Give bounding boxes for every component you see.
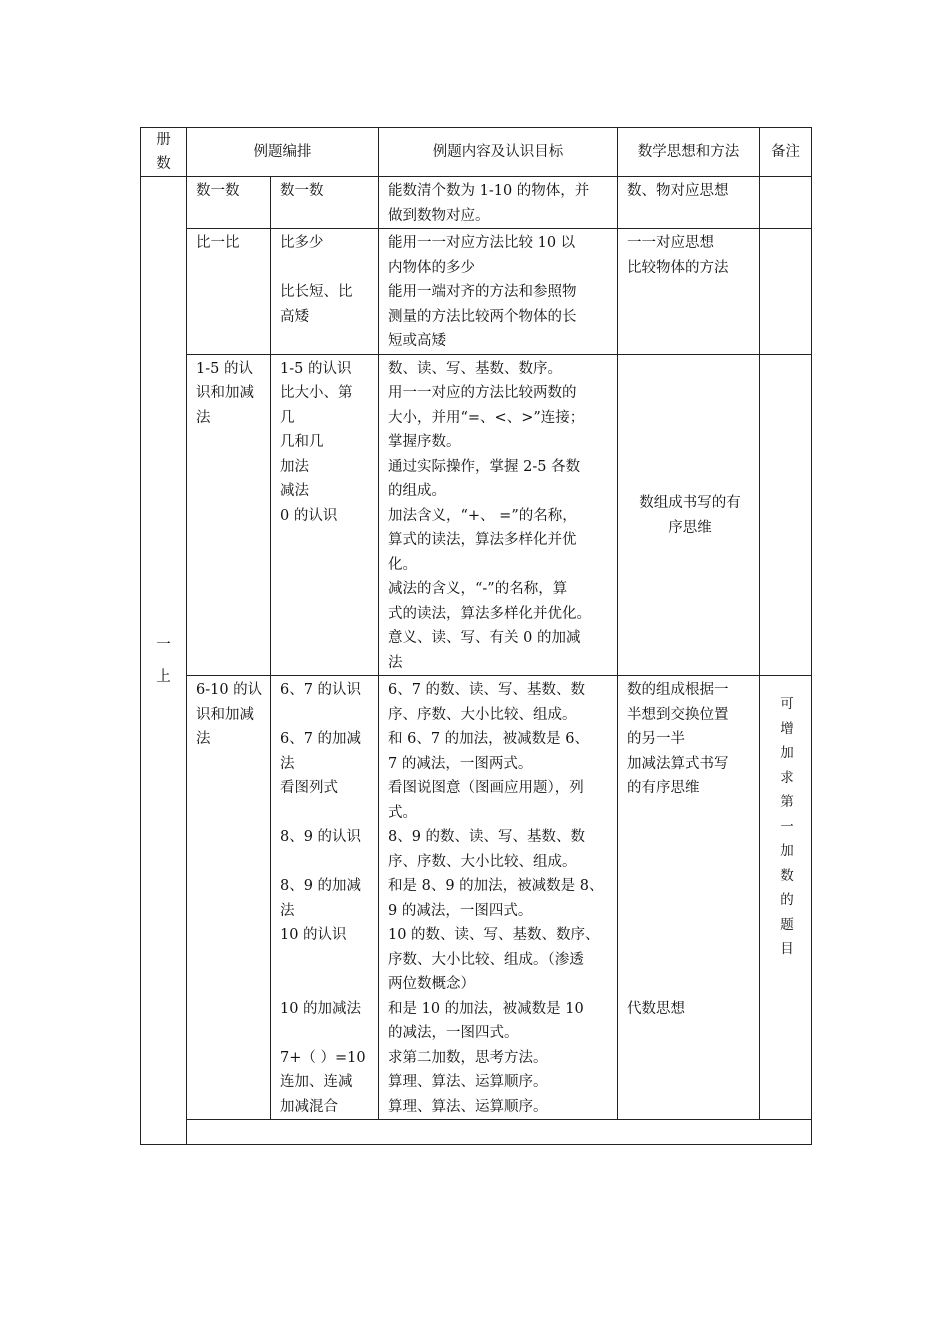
header-remarks: 备注: [760, 128, 812, 177]
thinking-cell: 数的组成根据一 半想到交换位置 的另一半 加减法算式书写 的有序思维 代数思想: [618, 676, 760, 1120]
thinking-cell: 一一对应思想 比较物体的方法: [618, 229, 760, 355]
remarks-cell: 可 增 加 求 第 一 加 数 的 题 目: [760, 676, 812, 1120]
unit-cell: 1-5 的认 识和加减 法: [187, 354, 271, 676]
topics-cell: 数一数: [271, 177, 379, 229]
topics-cell: 1-5 的认识 比大小、第 几 几和几 加法 减法 0 的认识: [271, 354, 379, 676]
thinking-cell: 数、物对应思想: [618, 177, 760, 229]
header-thinking: 数学思想和方法: [618, 128, 760, 177]
remarks-cell: [760, 354, 812, 676]
curriculum-table: [140, 127, 812, 1145]
table-row: [141, 229, 812, 355]
topics-cell: 6、7 的认识 6、7 的加减 法 看图列式 8、9 的认识 8、9 的加减 法 10 的认识 10 的加减法 7+（ ）=10 连加、连减 加减混合: [271, 676, 379, 1120]
empty-row: [141, 1120, 812, 1145]
unit-cell: 6-10 的认 识和加减 法: [187, 676, 271, 1120]
header-arrangement: 例题编排: [187, 128, 379, 177]
remarks-cell: [760, 177, 812, 229]
empty-cell: [187, 1120, 812, 1145]
unit-cell: 数一数: [187, 177, 271, 229]
content-cell: 能用一一对应方法比较 10 以 内物体的多少 能用一端对齐的方法和参照物 测量的方法比较两个物体的长 短或高矮: [379, 229, 618, 355]
unit-cell: 比一比: [187, 229, 271, 355]
header-volume: 册 数: [141, 128, 187, 177]
content-cell: 能数清个数为 1-10 的物体，并 做到数物对应。: [379, 177, 618, 229]
header-content: 例题内容及认识目标: [379, 128, 618, 177]
thinking-cell: 数组成书写的有 序思维: [618, 354, 760, 676]
content-cell: 6、7 的数、读、写、基数、数 序、序数、大小比较、组成。 和 6、7 的加法，被减数是 6、 7 的减法，一图两式。 看图说图意（图画应用题），列 式。 8、9 的数、读、写、基数、数 序、序数、大小比较、组成。 和是 8、9 的加法，被减数是 8、 9 的减法，一图四式。 10 的数、读、写、基数、数序、 序数、大小比较、组成。（渗透 两位数概念） 和是 10 的加法，被减数是 10 的减法，一图四式。 求第二加数，思考方法。 算理、算法、运算顺序。 算理、算法、运算顺序。: [379, 676, 618, 1120]
table-row: [141, 354, 812, 676]
topics-cell: 比多少 比长短、比 高矮: [271, 229, 379, 355]
remarks-cell: [760, 229, 812, 355]
volume-cell: 一 上: [141, 177, 187, 1145]
table-row: [141, 177, 812, 229]
content-cell: 数、读、写、基数、数序。 用一一对应的方法比较两数的 大小，并用“=、<、>”连接； 掌握序数。 通过实际操作，掌握 2-5 各数 的组成。 加法含义，“+、 =”的名称， 算式的读法，算法多样化并优 化。 减法的含义，“-”的名称，算 式的读法，算法多样化并优化。 意义、读、写、有关 0 的加减 法: [379, 354, 618, 676]
table-row: [141, 676, 812, 1120]
header-row: [141, 128, 812, 177]
